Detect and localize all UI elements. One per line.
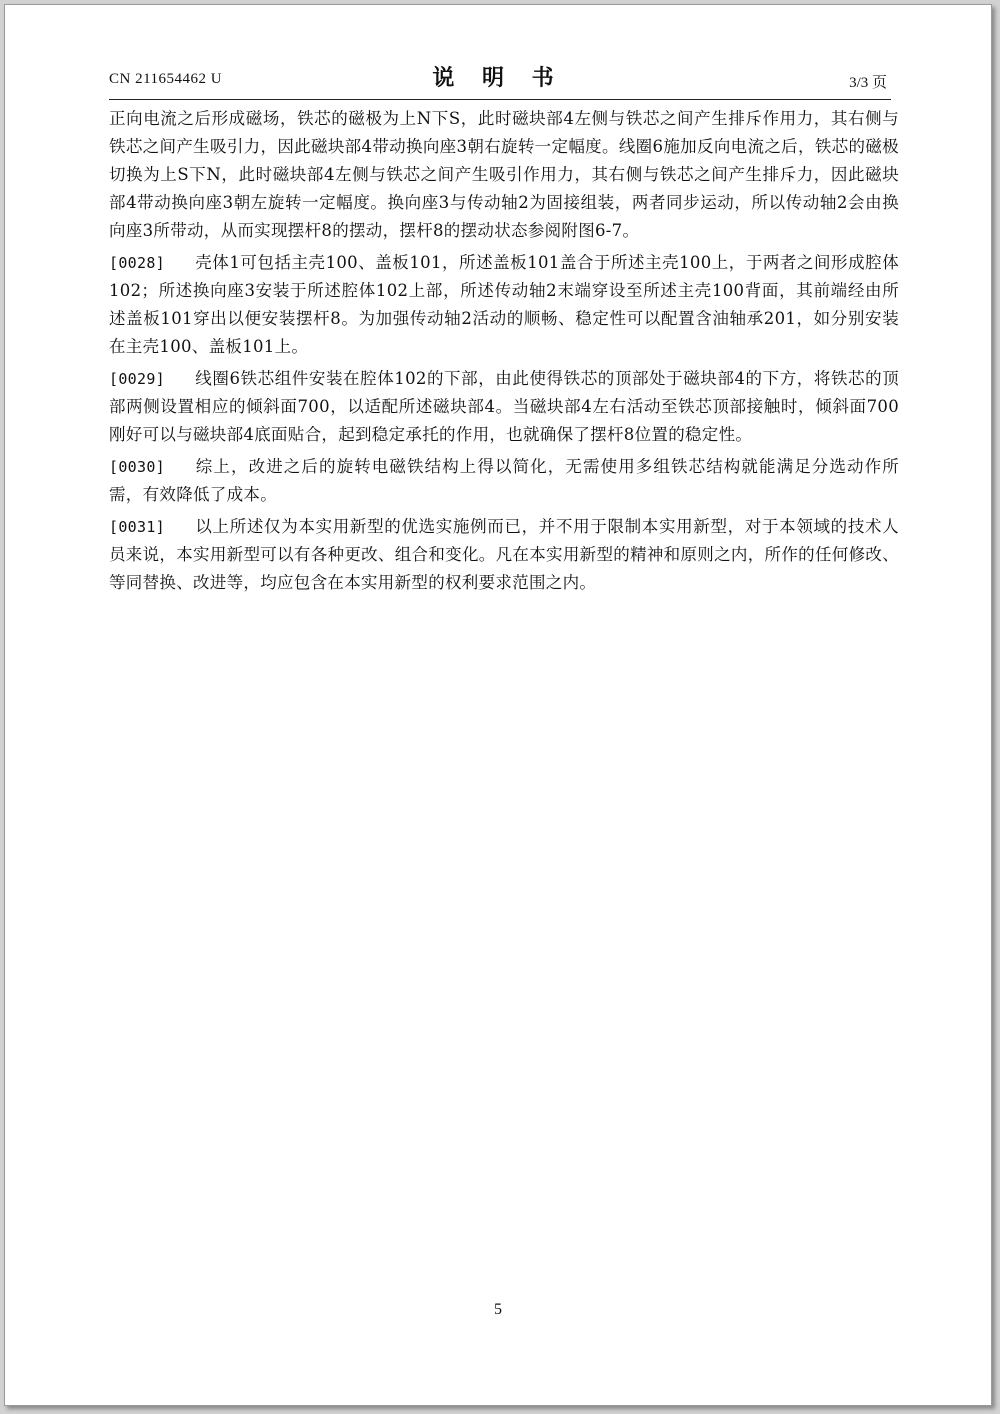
document-body (109, 105, 899, 601)
page-count: 3/3 页 (849, 75, 887, 91)
paragraph-number: [0031] (109, 518, 165, 536)
paragraph-text: 综上，改进之后的旋转电磁铁结构上得以简化，无需使用多组铁芯结构就能满足分选动作所需，有效降低了成本。 (109, 457, 899, 504)
document-page (4, 4, 992, 1406)
document-title: 说 明 书 (432, 66, 564, 91)
paragraph-text: 以上所述仅为本实用新型的优选实施例而已，并不用于限制本实用新型，对于本领域的技术人员来说，本实用新型可以有各种更改、组合和变化。凡在本实用新型的精神和原则之内，所作的任何修改、等同替换、改进等，均应包含在本实用新型的权利要求范围之内。 (109, 517, 899, 592)
paragraph-text: 线圈6铁芯组件安装在腔体102的下部，由此使得铁芯的顶部处于磁块部4的下方，将铁芯的顶部两侧设置相应的倾斜面700，以适配所述磁块部4。当磁块部4左右活动至铁芯顶部接触时，倾斜面700刚好可以与磁块部4底面贴合，起到稳定承托的作用，也就确保了摆杆8位置的稳定性。 (109, 369, 899, 444)
paragraph-0028 (109, 249, 899, 361)
paragraph-number: [0028] (109, 254, 165, 272)
paragraph-text: 壳体1可包括主壳100、盖板101，所述盖板101盖合于所述主壳100上，于两者之间形成腔体102；所述换向座3安装于所述腔体102上部，所述传动轴2末端穿设至所述主壳100背面，其前端经由所述盖板101穿出以便安装摆杆8。为加强传动轴2活动的顺畅、稳定性可以配置含油轴承201，如分别安装在主壳100、盖板101上。 (109, 253, 899, 356)
header-divider (109, 99, 891, 100)
paragraph-0030 (109, 453, 899, 509)
paragraph-text: 正向电流之后形成磁场，铁芯的磁极为上N下S，此时磁块部4左侧与铁芯之间产生排斥作用力，其右侧与铁芯之间产生吸引力，因此磁块部4带动换向座3朝右旋转一定幅度。线圈6施加反向电流之后，铁芯的磁极切换为上S下N，此时磁块部4左侧与铁芯之间产生吸引作用力，其右侧与铁芯之间产生排斥力，因此磁块部4带动换向座3朝左旋转一定幅度。换向座3与传动轴2为固接组装，两者同步运动，所以传动轴2会由换向座3所带动，从而实现摆杆8的摆动，摆杆8的摆动状态参阅附图6-7。 (109, 109, 899, 240)
paragraph-number: [0030] (109, 458, 165, 476)
page-number: 5 (494, 1301, 502, 1318)
patent-number: CN 211654462 U (109, 71, 223, 87)
paragraph-0029 (109, 365, 899, 449)
paragraph-continuation (109, 105, 899, 245)
paragraph-0031 (109, 513, 899, 597)
paragraph-number: [0029] (109, 370, 165, 388)
